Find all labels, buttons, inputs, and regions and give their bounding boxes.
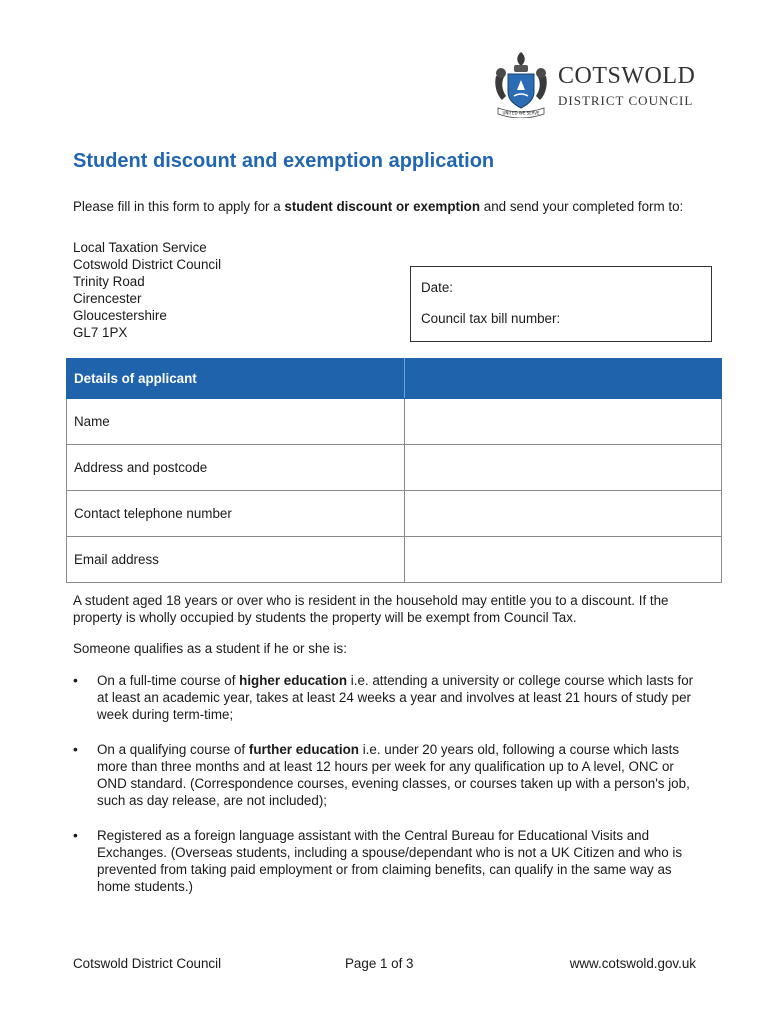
table-header-row xyxy=(67,359,722,399)
address-line: Cotswold District Council xyxy=(73,257,222,272)
logo-subtitle: DISTRICT COUNCIL xyxy=(558,93,694,108)
qualifies-paragraph: Someone qualifies as a student if he or she is: xyxy=(73,641,347,656)
date-label: Date: xyxy=(421,280,454,295)
discount-paragraph: A student aged 18 years or over who is resident in the household may entitle you to a discount. If the property is wholly occupied by students the property will be exempt from Council Tax. xyxy=(73,593,669,625)
footer-website-link[interactable]: www.cotswold.gov.uk xyxy=(569,956,696,971)
footer-page-number: Page 1 of 3 xyxy=(345,956,414,971)
footer-organisation: Cotswold District Council xyxy=(73,956,222,971)
telephone-label: Contact telephone number xyxy=(67,491,405,537)
applicant-details-table xyxy=(66,358,722,583)
email-field[interactable] xyxy=(405,537,722,583)
name-label: Name xyxy=(67,399,405,445)
telephone-field[interactable] xyxy=(405,491,722,537)
bill-number-label: Council tax bill number: xyxy=(421,311,561,326)
address-line: Gloucestershire xyxy=(73,308,167,323)
crest-icon xyxy=(492,50,550,118)
council-logo xyxy=(492,50,702,120)
address-line: Trinity Road xyxy=(73,274,145,289)
address-field[interactable] xyxy=(405,445,722,491)
address-label: Address and postcode xyxy=(67,445,405,491)
address-line: Local Taxation Service xyxy=(73,240,207,255)
student-criteria-list xyxy=(73,672,703,913)
address-line: GL7 1PX xyxy=(73,325,128,340)
name-field[interactable] xyxy=(405,399,722,445)
list-item: • On a full-time course of higher education i.e. attending a university or college course which lasts for at least an academic year, takes at least 24 weeks a year and involves at least 21 hours of study per week during term-time; xyxy=(73,672,703,723)
list-item: • Registered as a foreign language assistant with the Central Bureau for Educational Visits and Exchanges. (Overseas students, including a spouse/dependant who is not a UK Citizen and who is prevented from taking paid employment or from claiming benefits, can qualify in the same way as home students.) xyxy=(73,827,703,895)
logo-name: COTSWOLD xyxy=(558,63,696,89)
email-label: Email address xyxy=(67,537,405,583)
table-row xyxy=(67,537,722,583)
table-header-blank xyxy=(405,359,722,399)
svg-text:UNITED WE SERVE: UNITED WE SERVE xyxy=(502,110,540,116)
address-line: Cirencester xyxy=(73,291,142,306)
table-row xyxy=(67,491,722,537)
date-bill-box[interactable] xyxy=(410,266,712,342)
table-row xyxy=(67,445,722,491)
postal-address xyxy=(73,239,221,341)
page-title: Student discount and exemption application xyxy=(73,150,495,172)
list-item: • On a qualifying course of further education i.e. under 20 years old, following a course which lasts more than three months and at least 12 hours per week for any qualification up to A level, ONC or OND standard. (Correspondence courses, evening classes, or courses taken up with a person's job, such as day release, are not included); xyxy=(73,741,703,809)
intro-paragraph: Please fill in this form to apply for a student discount or exemption and send your completed form to: xyxy=(73,199,684,214)
table-header-cell: Details of applicant xyxy=(67,359,405,399)
table-row xyxy=(67,399,722,445)
